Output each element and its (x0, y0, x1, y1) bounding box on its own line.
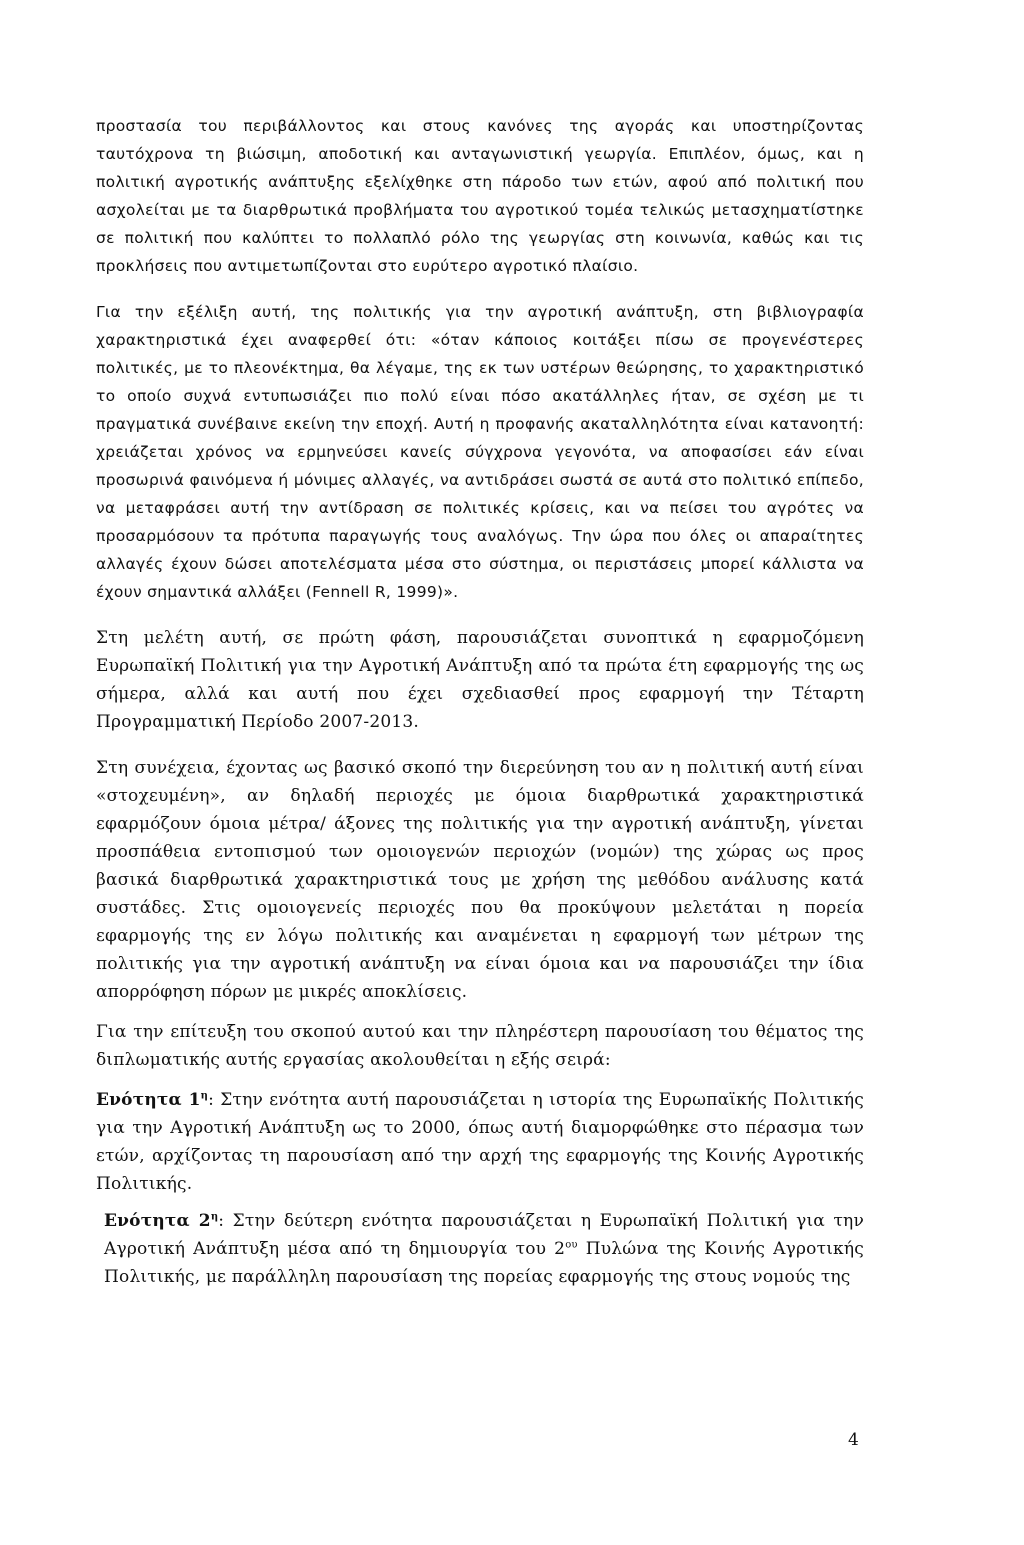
section-2-label: Ενότητα 2 (104, 1211, 211, 1231)
section-1-item (96, 1086, 864, 1198)
paragraph-intro: προστασία του περιβάλλοντος και στους κανόνες της αγοράς και υποστηρίζοντας ταυτόχρονα τη βιώσιμη, αποδοτική και ανταγωνιστική γεωργία. Επιπλέον, όμως, και η πολιτική αγροτικής ανάπτυξης εξελίχθηκε στη πάροδο των ετών, αφού από πολιτική που ασχολείται με τα διαρθρωτικά προβλήματα του αγροτικού τομέα τελικώς μετασχηματίστηκε σε πολιτική που καλύπτει το πολλαπλό ρόλο της γεωργίας στη κοινωνία, καθώς και τις προκλήσεις που αντιμετωπίζονται στο ευρύτερο αγροτικό πλαίσιο. (96, 117, 864, 275)
section-1-text: : Στην ενότητα αυτή παρουσιάζεται η ιστορία της Ευρωπαϊκής Πολιτικής για την Αγροτική Ανάπτυξη ως το 2000, όπως αυτή διαμορφώθηκε στο πέρασμα των ετών, αρχίζοντας τη παρουσίαση από την αρχή της εφαρμογής της Κοινής Αγροτικής Πολιτικής. (96, 1090, 864, 1194)
section-1-ordinal: η (200, 1090, 209, 1102)
section-2-text-after: Πυλώνα της Κοινής Αγροτικής Πολιτικής, με παράλληλη παρουσίαση της πορείας εφαρμογής της στους νομούς της (104, 1239, 864, 1287)
page-number: 4 (848, 1430, 859, 1450)
section-2-item (96, 1207, 864, 1291)
section-1-label: Ενότητα 1 (96, 1090, 201, 1110)
paragraph-quote: Για την εξέλιξη αυτή, της πολιτικής για την αγροτική ανάπτυξη, στη βιβλιογραφία χαρακτηριστικά έχει αναφερθεί ότι: «όταν κάποιος κοιτάξει πίσω σε προγενέστερες πολιτικές, με το πλεονέκτημα, θα λέγαμε, της εκ των υστέρων θεώρησης, το χαρακτηριστικό το οποίο συχνά εντυπωσιάζει πιο πολύ είναι πόσο ακατάλληλες ήταν, σε σχέση με τι πραγματικά συνέβαινε εκείνη την εποχή. Αυτή η προφανής ακαταλληλότητα είναι κατανοητή: χρειάζεται χρόνος να ερμηνεύσει κανείς σύγχρονα γεγονότα, να αποφασίσει εάν είναι προσωρινά φαινόμενα ή μόνιμες αλλαγές, να αντιδράσει σωστά σε αυτά στο πολιτικό επίπεδο, να μεταφράσει αυτή την αντίδραση σε πολιτικές κρίσεις, και να πείσει του αγρότες να προσαρμόσουν τα πρότυπα παραγωγής τους αναλόγως. Την ώρα που όλες οι απαραίτητες αλλαγές έχουν δώσει αποτελέσματα μέσα στο σύστημα, οι περιστάσεις μπορεί κάλλιστα να έχουν σημαντικά αλλάξει (Fennell R, 1999)». (96, 303, 864, 601)
paragraph-method: Στη συνέχεια, έχοντας ως βασικό σκοπό την διερεύνηση του αν η πολιτική αυτή είναι «στοχευμένη», αν δηλαδή περιοχές με όμοια διαρθρωτικά χαρακτηριστικά εφαρμόζουν όμοια μέτρα/ άξονες της πολιτικής για την αγροτική ανάπτυξη, γίνεται προσπάθεια εντοπισμού των ομοιογενών περιοχών (νομών) της χώρας ως προς βασικά διαρθρωτικά χαρακτηριστικά τους με χρήση της μεθόδου ανάλυσης κατά συστάδες. Στις ομοιογενείς περιοχές που θα προκύψουν μελετάται η πορεία εφαρμογής της εν λόγω πολιτικής και αναμένεται η εφαρμογή των μέτρων της πολιτικής για την αγροτική ανάπτυξη να είναι όμοια και να παρουσιάζει την ίδια απορρόφηση πόρων με μικρές αποκλίσεις. (96, 758, 864, 1002)
paragraph-order: Για την επίτευξη του σκοπού αυτού και την πληρέστερη παρουσίαση του θέματος της διπλωματικής αυτής εργασίας ακολουθείται η εξής σειρά: (96, 1022, 864, 1070)
section-2-text-before: : Στην δεύτερη ενότητα παρουσιάζεται η Ευρωπαϊκή Πολιτική για την Αγροτική Ανάπτυξη μέσα από τη δημιουργία του 2 (104, 1211, 864, 1259)
document-page (96, 112, 864, 1291)
paragraph-study: Στη μελέτη αυτή, σε πρώτη φάση, παρουσιάζεται συνοπτικά η εφαρμοζόμενη Ευρωπαϊκή Πολιτική για την Αγροτική Ανάπτυξη από τα πρώτα έτη εφαρμογής της ως σήμερα, αλλά και αυτή που έχει σχεδιασθεί προς εφαρμογή την Τέταρτη Προγραμματική Περίοδο 2007-2013. (96, 628, 864, 732)
section-2-ordinal: η (210, 1211, 219, 1223)
section-2-inline-ordinal: ου (565, 1239, 578, 1251)
